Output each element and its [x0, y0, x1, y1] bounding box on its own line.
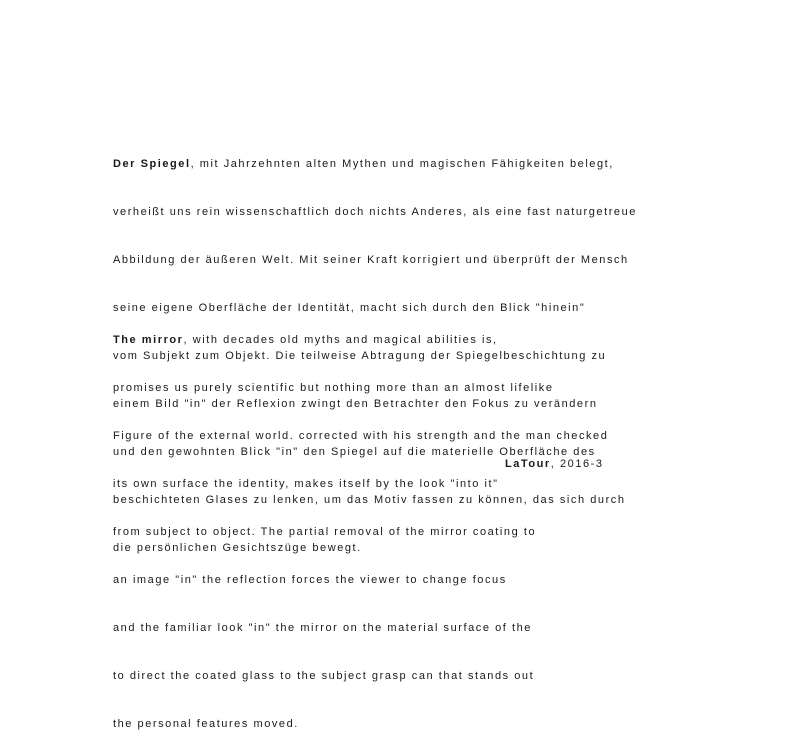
english-line-2: promises us purely scientific but nothing more than an almost lifelike: [113, 382, 554, 394]
signature-date: , 2016-3: [550, 458, 604, 470]
english-paragraph: [113, 300, 608, 748]
english-lead-title: The mirror: [113, 334, 184, 346]
english-line-6: an image "in" the reflection forces the viewer to change focus: [113, 574, 507, 586]
german-line-2: verheißt uns rein wissenschaftlich doch nichts Anderes, als eine fast naturgetreue: [113, 206, 637, 218]
german-line-7: und den gewohnten Blick "in" den Spiegel auf die materielle Oberfläche des: [113, 446, 596, 458]
german-line-4: seine eigene Oberfläche der Identität, macht sich durch den Blick "hinein": [113, 302, 586, 314]
german-line-1-rest: , mit Jahrzehnten alten Mythen und magischen Fähigkeiten belegt,: [190, 158, 614, 170]
english-line-8: to direct the coated glass to the subject grasp can that stands out: [113, 670, 535, 682]
english-line-7: and the familiar look "in" the mirror on the material surface of the: [113, 622, 532, 634]
english-line-3: Figure of the external world. corrected with his strength and the man checked: [113, 430, 609, 442]
german-line-3: Abbildung der äußeren Welt. Mit seiner Kraft korrigiert und überprüft der Mensch: [113, 254, 629, 266]
english-line-1-rest: , with decades old myths and magical abilities is,: [183, 334, 498, 346]
signature: [505, 456, 604, 472]
english-line-4: its own surface the identity, makes itself by the look "into it": [113, 478, 499, 490]
german-line-1: [113, 156, 637, 172]
german-line-6: einem Bild "in" der Reflexion zwingt den Betrachter den Fokus zu verändern: [113, 398, 598, 410]
english-line-5: from subject to object. The partial removal of the mirror coating to: [113, 526, 537, 538]
german-line-8: beschichteten Glases zu lenken, um das Motiv fassen zu können, das sich durch: [113, 494, 626, 506]
english-line-9: the personal features moved.: [113, 718, 299, 730]
signature-author: LaTour: [505, 458, 551, 470]
german-line-9: die persönlichen Gesichtszüge bewegt.: [113, 542, 362, 554]
german-line-5: vom Subjekt zum Objekt. Die teilweise Abtragung der Spiegelbeschichtung zu: [113, 350, 607, 362]
english-line-1: [113, 332, 608, 348]
german-lead-title: Der Spiegel: [113, 158, 191, 170]
